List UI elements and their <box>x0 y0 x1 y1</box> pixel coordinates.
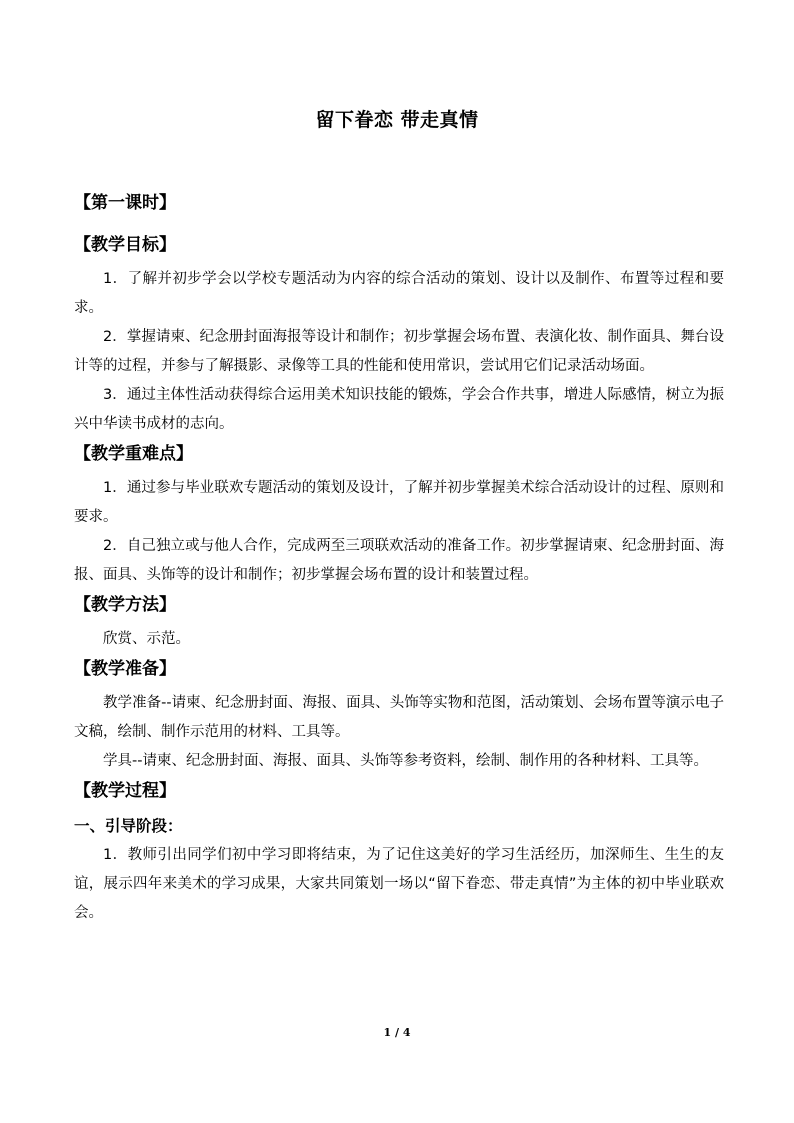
keypoints-heading: 【教学重难点】 <box>74 444 193 464</box>
preparation-item: 学具--请柬、纪念册封面、海报、面具、头饰等参考资料，绘制、制作用的各种材料、工具等。 <box>103 753 708 769</box>
stage1-heading: 一、引导阶段： <box>74 817 183 835</box>
goals-heading: 【教学目标】 <box>74 235 176 255</box>
goals-item: 1．了解并初步学会以学校专题活动为内容的综合活动的策划、设计以及制作、布置等过程和要求。 <box>74 271 724 316</box>
process-heading: 【教学过程】 <box>74 781 176 801</box>
document-title: 留下眷恋 带走真情 <box>315 109 479 131</box>
preparation-heading: 【教学准备】 <box>74 659 176 679</box>
methods-item: 欣赏、示范。 <box>103 631 190 647</box>
goals-item: 3．通过主体性活动获得综合运用美术知识技能的锻炼，学会合作共事，增进人际感情，树立为振兴中华读书成材的志向。 <box>74 387 724 432</box>
page-number: 1 / 4 <box>383 1026 411 1039</box>
keypoints-item: 2．自己独立或与他人合作，完成两至三项联欢活动的准备工作。初步掌握请柬、纪念册封面、海报、面具、头饰等的设计和制作；初步掌握会场布置的设计和装置过程。 <box>74 538 724 583</box>
stage1-item: 1．教师引出同学们初中学习即将结束，为了记住这美好的学习生活经历，加深师生、生生的友谊，展示四年来美术的学习成果，大家共同策划一场以“留下眷恋、带走真情”为主体的初中毕业联欢会。 <box>74 847 724 921</box>
methods-heading: 【教学方法】 <box>74 595 176 615</box>
document-body <box>74 188 724 928</box>
keypoints-item: 1．通过参与毕业联欢专题活动的策划及设计，了解并初步掌握美术综合活动设计的过程、原则和要求。 <box>74 480 724 525</box>
goals-item: 2．掌握请柬、纪念册封面海报等设计和制作；初步掌握会场布置、表演化妆、制作面具、舞台设计等的过程，并参与了解摄影、录像等工具的性能和使用常识，尝试用它们记录活动场面。 <box>74 329 724 374</box>
preparation-item: 教学准备--请柬、纪念册封面、海报、面具、头饰等实物和范图，活动策划、会场布置等演示电子文稿，绘制、制作示范用的材料、工具等。 <box>74 695 724 740</box>
lesson-heading: 【第一课时】 <box>74 193 176 213</box>
